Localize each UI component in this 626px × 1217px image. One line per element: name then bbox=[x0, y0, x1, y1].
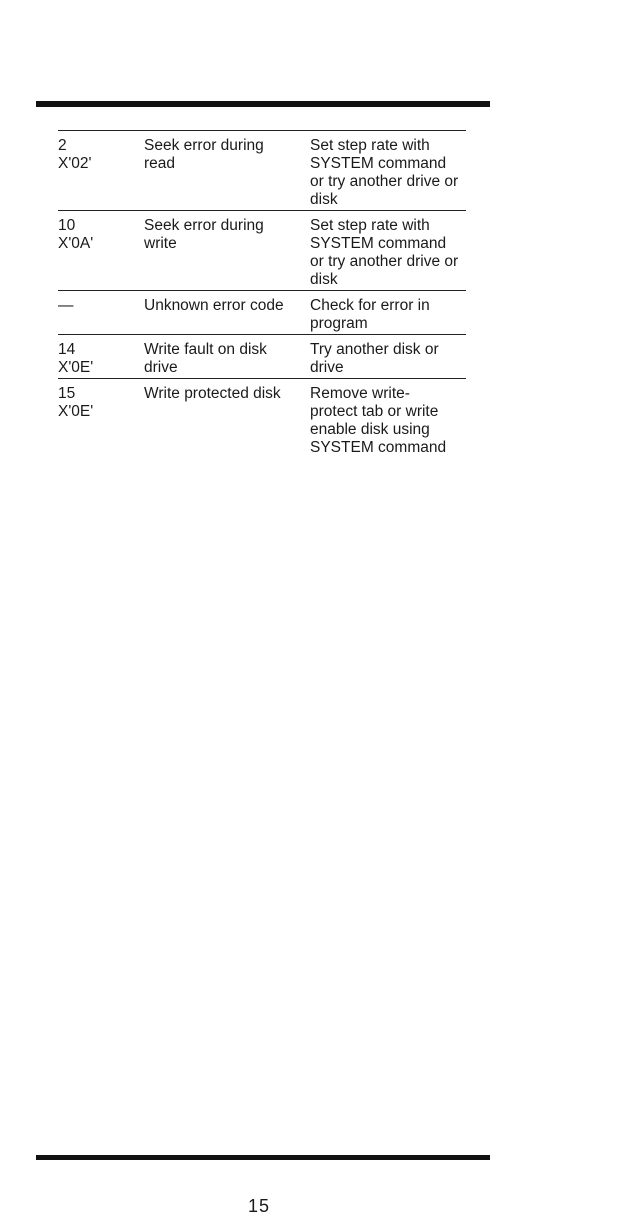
table-row bbox=[58, 291, 466, 335]
error-code-decimal: 14 bbox=[58, 341, 76, 358]
bottom-rule bbox=[36, 1155, 490, 1160]
description-line: write bbox=[144, 235, 177, 252]
error-code-hex: X'02' bbox=[58, 155, 92, 172]
action-line: disk bbox=[310, 271, 338, 288]
action-line: Try another disk or bbox=[310, 341, 439, 358]
error-code-decimal: 2 bbox=[58, 137, 67, 154]
action-line: SYSTEM command bbox=[310, 235, 447, 252]
description-line: read bbox=[144, 155, 176, 172]
action-line: Remove write- bbox=[310, 385, 410, 402]
description-line: Seek error during bbox=[144, 217, 264, 234]
table-row bbox=[58, 335, 466, 379]
action-line: drive bbox=[310, 359, 344, 376]
error-code-cell bbox=[58, 379, 144, 459]
error-code-dash: — bbox=[58, 297, 74, 314]
description-line: Write protected disk bbox=[144, 385, 281, 402]
description-line: Seek error during bbox=[144, 137, 264, 154]
action-line: Check for error in bbox=[310, 297, 430, 314]
error-code-hex: X'0A' bbox=[58, 235, 94, 252]
page-number: 15 bbox=[247, 1196, 271, 1216]
error-code-cell bbox=[58, 211, 144, 291]
corrective-action-cell bbox=[310, 379, 466, 459]
action-line: program bbox=[310, 315, 368, 332]
error-description-cell bbox=[144, 211, 310, 291]
error-description-cell bbox=[144, 131, 310, 211]
action-line: Set step rate with bbox=[310, 217, 430, 234]
action-line: or try another drive or bbox=[310, 173, 459, 190]
description-line: drive bbox=[144, 359, 178, 376]
error-code-decimal: 10 bbox=[58, 217, 76, 234]
table-row bbox=[58, 131, 466, 211]
table-row bbox=[58, 211, 466, 291]
corrective-action-cell bbox=[310, 335, 466, 379]
error-code-decimal: 15 bbox=[58, 385, 76, 402]
corrective-action-cell bbox=[310, 131, 466, 211]
corrective-action-cell bbox=[310, 211, 466, 291]
action-line: protect tab or write bbox=[310, 403, 439, 420]
table-row bbox=[58, 379, 466, 459]
error-code-table bbox=[58, 130, 466, 458]
action-line: Set step rate with bbox=[310, 137, 430, 154]
action-line: disk bbox=[310, 191, 338, 208]
corrective-action-cell bbox=[310, 291, 466, 335]
description-line: Unknown error code bbox=[144, 297, 284, 314]
description-line: Write fault on disk bbox=[144, 341, 267, 358]
error-code-cell bbox=[58, 291, 144, 335]
action-line: SYSTEM command bbox=[310, 439, 447, 456]
action-line: or try another drive or bbox=[310, 253, 459, 270]
error-description-cell bbox=[144, 379, 310, 459]
error-code-hex: X'0E' bbox=[58, 403, 94, 420]
action-line: SYSTEM command bbox=[310, 155, 447, 172]
top-rule bbox=[36, 101, 490, 107]
error-code-hex: X'0E' bbox=[58, 359, 94, 376]
error-code-cell bbox=[58, 335, 144, 379]
error-description-cell bbox=[144, 335, 310, 379]
error-description-cell bbox=[144, 291, 310, 335]
action-line: enable disk using bbox=[310, 421, 430, 438]
error-code-cell bbox=[58, 131, 144, 211]
